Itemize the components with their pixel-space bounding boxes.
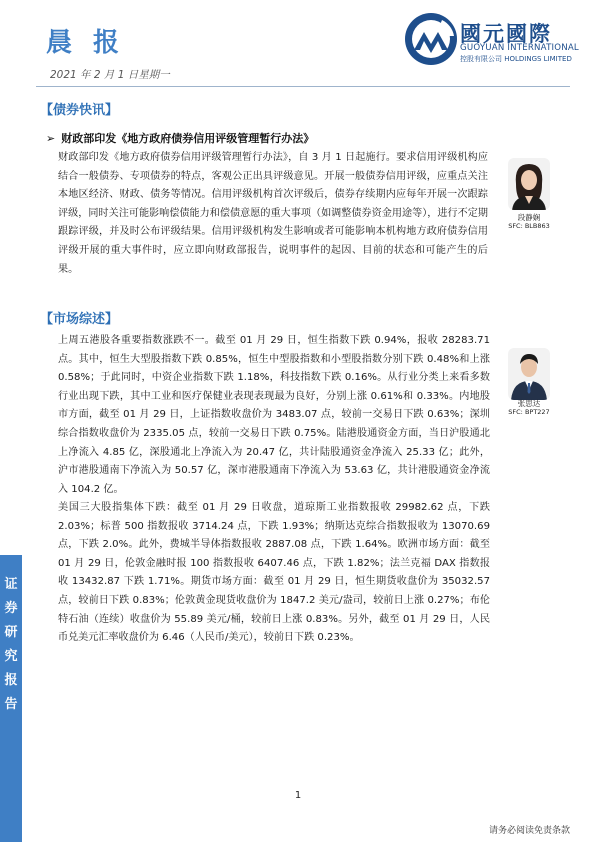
- disclaimer-note: 请务必阅读免责条款: [488, 826, 570, 836]
- brand-subtitle: 控股有限公司 HOLDINGS LIMITED: [460, 55, 572, 63]
- report-date: 2021 年 2 月 1 日星期一: [50, 69, 170, 81]
- market-review-paragraph-global: 美国三大股指集体下跌：截至 01 月 29 日收盘，道琼斯工业指数报收 29982.62 点，下跌 2.03%；标普 500 指数报收 3714.24 点，下跌 1.93%；纳斯达克综合指数报收为 13070.69 点，下跌 2.0%。此外，费城半导体指数报收 2887.08 点，下跌 1.64%。欧洲市场方面：截至 01 月 29 日，伦敦金融时报 100 指数报收 6407.46 点，下跌 1.82%；法兰克福 DAX 指数报收 13432.87 下跌 1.71%。期货市场方面：截至 01 月 29 日，恒生期货收盘价为 35032.57 点，较前日下跌 0.83%；伦敦黄金现货收盘价为 1847.2 美元/盎司，较前日上涨 0.27%；布伦特石油（连续）收盘价为 55.89 美元/桶，较前日上涨 0.83%。另外，截至 01 月 29 日，人民币兑美元汇率收盘价为 6.46（人民币/美元），较前日下跌 0.23%。: [58, 502, 490, 644]
- analyst-name: 张思达: [517, 399, 541, 408]
- analyst-sfc: SFC: BPT227: [508, 408, 550, 416]
- analyst-avatar: [508, 158, 550, 210]
- brand-name-cn: 國元國際: [460, 21, 552, 46]
- page-title: 晨 报: [46, 28, 126, 58]
- brand-name-en: GUOYUAN INTERNATIONAL: [460, 43, 579, 53]
- side-banner-text: 证券研究报告: [4, 577, 18, 712]
- analyst-avatar: [508, 348, 550, 400]
- page-number: 1: [294, 790, 302, 801]
- arrow-bullet-icon: ➢: [46, 132, 56, 145]
- bond-news-paragraph: 财政部印发《地方政府债券信用评级管理暂行办法》，自 3 月 1 日起施行。要求信用评级机构应结合一般债券、专项债券的特点，客观公正出具评级意见。开展一般债券信用评级，应重点关注本地区经济、财政、债务等情况。信用评级机构首次评级后，债券存续期内应每年开展一次跟踪评级，同时关注可能影响偿债能力和偿债意愿的重大事项（如调整债券资金用途等），进行不定期跟踪评级，并及时公布评级结果。信用评级机构发生影响或者可能影响本机构地方政府债券信用评级开展的重大事件时，应立即向财政部报告，说明事件的起因、目前的状态和可能产生的后果。: [58, 152, 488, 275]
- analyst-name: 段静娴: [517, 213, 541, 222]
- article-title-text: 财政部印发《地方政府债券信用评级管理暂行办法》: [61, 132, 315, 145]
- article-title: [46, 130, 314, 146]
- header-divider: [36, 86, 570, 87]
- section-heading-bond-news: 【债券快讯】: [40, 103, 119, 118]
- section-heading-market-review: 【市场综述】: [40, 312, 119, 327]
- guoyuan-logo-icon: [402, 10, 460, 68]
- market-review-paragraph-hk: 上周五港股各重要指数涨跌不一。截至 01 月 29 日，恒生指数下跌 0.94%，报收 28283.71 点。其中，恒生大型股指数下跌 0.85%，恒生中型股指数和小型股指数分别下跌 0.48%和上涨 0.58%；于此同时，中资企业指数下跌 1.18%，科技指数下跌 0.16%。从行业分类上来看多数行业出现下跌，其中工业和医疗保健业表现表现最为良好，分别上涨 0.61%和 0.33%。内地股市方面，截至 01 月 29 日，上证指数收盘价为 3483.07 点，较前一交易日下跌 0.63%；深圳综合指数收盘价为 2335.05 点，较前一交易日下跌 0.75%。陆港股通资金方面，当日沪股通北上净流入 4.85 亿，深股通北上净流入为 20.47 亿，共计陆股通资金净流入 25.33 亿；此外，沪市港股通南下净流入为 50.57 亿，深市港股通南下净流入为 53.63 亿，共计港股通资金净流入 104.2 亿。: [58, 335, 490, 495]
- analyst-sfc: SFC: BLB863: [508, 222, 550, 230]
